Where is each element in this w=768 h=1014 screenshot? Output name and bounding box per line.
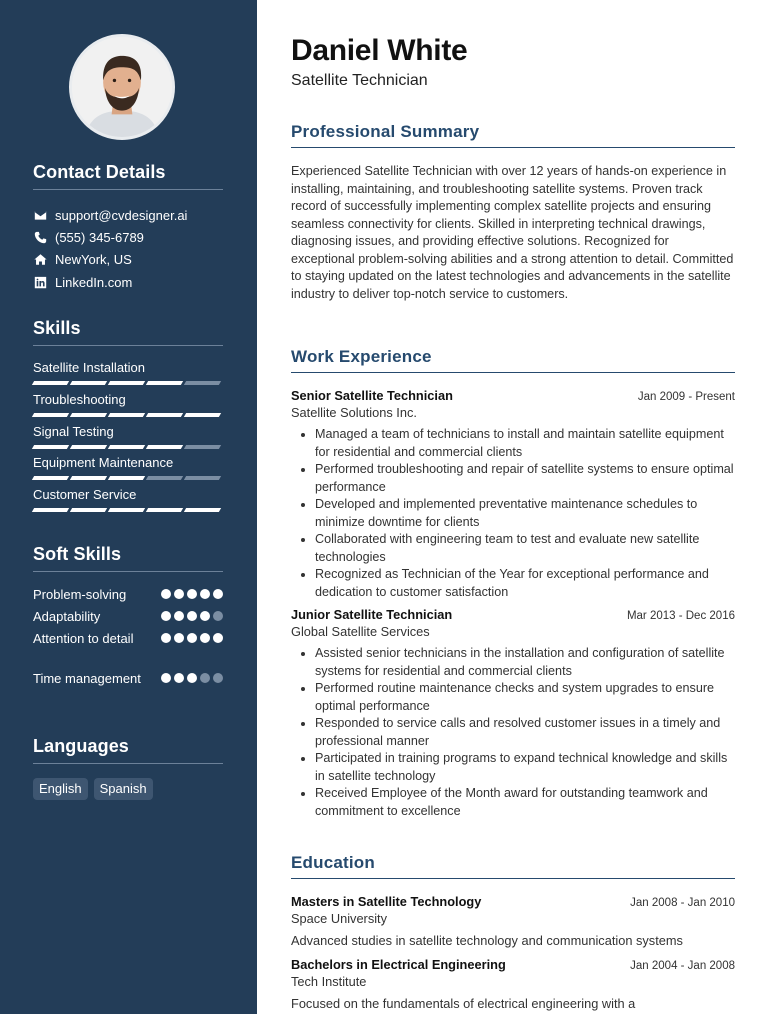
education-school: Space University bbox=[291, 911, 388, 926]
job-bullet: • Recognized as Technician of the Year for exceptional performance and dedication to customer satisfaction bbox=[315, 566, 735, 601]
job-company: Global Satellite Services bbox=[291, 624, 430, 639]
rating-dot bbox=[174, 673, 184, 683]
skill-level-segment bbox=[32, 413, 69, 417]
skill-level-segment bbox=[184, 508, 221, 512]
job-bullet: • Developed and implemented preventative maintenance schedules to minimize downtime for clients bbox=[315, 496, 735, 531]
contact-email[interactable] bbox=[33, 204, 223, 226]
skill-level-segment bbox=[184, 476, 221, 480]
rating-dot bbox=[174, 611, 184, 621]
jobs-list bbox=[291, 388, 735, 820]
rating-dot bbox=[213, 633, 223, 643]
rating-dot bbox=[213, 611, 223, 621]
languages-section bbox=[33, 736, 223, 800]
skill-level-segment bbox=[146, 413, 183, 417]
languages-list bbox=[33, 778, 223, 800]
job-title: Senior Satellite Technician bbox=[291, 388, 453, 403]
contact-phone-text: (555) 345-6789 bbox=[55, 229, 144, 245]
avatar bbox=[69, 34, 175, 140]
job-bullet: • Participated in training programs to expand technical knowledge and skills in satellite technology bbox=[315, 750, 735, 785]
rating-dot bbox=[161, 673, 171, 683]
candidate-title: Satellite Technician bbox=[291, 72, 428, 89]
skills-heading: Skills bbox=[33, 318, 223, 346]
education-degree: Masters in Satellite Technology bbox=[291, 894, 482, 909]
profile-photo bbox=[72, 37, 172, 137]
job-bullet: • Performed routine maintenance checks and system upgrades to ensure optimal performance bbox=[315, 680, 735, 715]
phone-icon bbox=[33, 230, 47, 244]
rating-dot bbox=[187, 611, 197, 621]
rating-dot bbox=[161, 589, 171, 599]
contact-location-text: NewYork, US bbox=[55, 252, 132, 268]
rating-dot bbox=[200, 633, 210, 643]
rating-dot bbox=[200, 673, 210, 683]
contact-location bbox=[33, 249, 223, 271]
skill-item bbox=[33, 487, 223, 519]
skill-level-segment bbox=[32, 476, 69, 480]
job-entry bbox=[291, 607, 735, 820]
soft-skill-rating bbox=[158, 586, 223, 599]
job-bullet: • Received Employee of the Month award for outstanding teamwork and commitment to excellence bbox=[315, 785, 735, 820]
contact-linkedin[interactable] bbox=[33, 271, 223, 293]
skill-level-segment bbox=[70, 445, 107, 449]
skill-level-bar bbox=[33, 445, 223, 449]
skill-level-segment bbox=[70, 476, 107, 480]
contact-phone[interactable] bbox=[33, 226, 223, 248]
skill-level-segment bbox=[146, 381, 183, 385]
soft-skill-name: Time management bbox=[33, 671, 141, 686]
education-list bbox=[291, 894, 735, 1012]
rating-dot bbox=[187, 633, 197, 643]
summary-text: Experienced Satellite Technician with over 12 years of hands-on experience in installing, maintaining, and troubleshooting satellite systems. Proven track record of successfully implementing complex satellite projects and ensuring seamless connectivity for clients. Skilled in interpreting technical drawings, diagnosing issues, and providing effective solutions. Recognized for exceptional problem-solving abilities and a strong attention to detail. Committed to staying updated on the latest technologies and advancements in the satellite industry to deliver top-notch service to customers. bbox=[291, 164, 734, 301]
soft-skills-list bbox=[33, 586, 223, 710]
skill-item bbox=[33, 392, 223, 424]
skill-level-bar bbox=[33, 413, 223, 417]
skill-name: Equipment Maintenance bbox=[33, 455, 174, 471]
skill-level-segment bbox=[32, 381, 69, 385]
skill-level-segment bbox=[184, 413, 221, 417]
soft-skill-rating bbox=[158, 670, 223, 683]
soft-skill-item bbox=[33, 608, 223, 630]
rating-dot bbox=[187, 673, 197, 683]
summary-heading: Professional Summary bbox=[291, 122, 735, 148]
education-dates: Jan 2008 - Jan 2010 bbox=[630, 897, 735, 909]
skill-level-segment bbox=[146, 476, 183, 480]
language-tag: Spanish bbox=[94, 778, 153, 800]
candidate-name: Daniel White bbox=[291, 34, 468, 67]
job-bullet: • Collaborated with engineering team to test and evaluate new satellite technologies bbox=[315, 531, 735, 566]
skill-level-segment bbox=[184, 381, 221, 385]
job-header bbox=[291, 388, 735, 404]
skill-level-segment bbox=[108, 476, 145, 480]
job-bullet: • Managed a team of technicians to install and maintain satellite equipment for residential and commercial clients bbox=[315, 426, 735, 461]
job-bullet: • Performed troubleshooting and repair of satellite systems to ensure optimal performance bbox=[315, 461, 735, 496]
envelope-icon bbox=[33, 208, 47, 222]
soft-skill-item bbox=[33, 586, 223, 608]
rating-dot bbox=[200, 589, 210, 599]
education-description: Advanced studies in satellite technology and communication systems bbox=[291, 933, 683, 948]
experience-section bbox=[291, 347, 735, 820]
rating-dot bbox=[200, 611, 210, 621]
skill-name: Troubleshooting bbox=[33, 391, 126, 407]
linkedin-icon bbox=[33, 275, 47, 289]
skill-name: Satellite Installation bbox=[33, 360, 146, 375]
job-bullets bbox=[291, 426, 735, 601]
skills-list bbox=[33, 360, 223, 519]
rating-dot bbox=[213, 673, 223, 683]
rating-dot bbox=[187, 589, 197, 599]
education-school: Tech Institute bbox=[291, 974, 367, 989]
contact-heading: Contact Details bbox=[33, 162, 223, 190]
skill-name: Signal Testing bbox=[33, 423, 114, 439]
skill-level-segment bbox=[146, 508, 183, 512]
skill-level-segment bbox=[108, 508, 145, 512]
skill-level-bar bbox=[33, 476, 223, 480]
skill-level-segment bbox=[32, 508, 69, 512]
education-entry bbox=[291, 894, 735, 949]
soft-skill-name: Attention to detail bbox=[33, 631, 134, 646]
sidebar bbox=[0, 0, 257, 1014]
contact-list bbox=[33, 204, 223, 293]
skill-level-segment bbox=[108, 381, 145, 385]
experience-heading: Work Experience bbox=[291, 347, 735, 373]
rating-dot bbox=[174, 589, 184, 599]
job-entry bbox=[291, 388, 735, 601]
soft-skills-section bbox=[33, 544, 223, 710]
languages-heading: Languages bbox=[33, 736, 223, 764]
education-section bbox=[291, 853, 735, 1012]
skill-level-segment bbox=[146, 445, 183, 449]
skill-level-segment bbox=[108, 445, 145, 449]
skills-section bbox=[33, 318, 223, 519]
job-title: Junior Satellite Technician bbox=[291, 607, 453, 622]
education-header bbox=[291, 957, 735, 973]
skill-level-segment bbox=[70, 381, 107, 385]
skill-level-segment bbox=[108, 413, 145, 417]
soft-skill-rating bbox=[158, 608, 223, 621]
skill-item bbox=[33, 424, 223, 456]
education-heading: Education bbox=[291, 853, 735, 879]
education-dates: Jan 2004 - Jan 2008 bbox=[630, 960, 735, 972]
soft-skill-item bbox=[33, 670, 223, 710]
skill-name: Customer Service bbox=[33, 487, 137, 503]
education-degree: Bachelors in Electrical Engineering bbox=[291, 957, 506, 972]
rating-dot bbox=[213, 589, 223, 599]
skill-level-segment bbox=[70, 508, 107, 512]
job-company: Satellite Solutions Inc. bbox=[291, 405, 417, 420]
skill-level-segment bbox=[70, 413, 107, 417]
job-bullet: • Assisted senior technicians in the installation and configuration of satellite systems for residential and commercial clients bbox=[315, 645, 735, 680]
contact-linkedin-text: LinkedIn.com bbox=[55, 274, 133, 290]
home-icon bbox=[33, 253, 47, 267]
skill-level-segment bbox=[32, 445, 69, 449]
contact-section bbox=[33, 162, 223, 293]
summary-section bbox=[291, 122, 735, 303]
soft-skill-name: Adaptability bbox=[33, 609, 101, 624]
soft-skill-item bbox=[33, 630, 223, 670]
education-entry bbox=[291, 957, 735, 1012]
skill-level-segment bbox=[184, 445, 221, 449]
job-bullet: • Responded to service calls and resolved customer issues in a timely and professional manner bbox=[315, 715, 735, 750]
skill-level-bar bbox=[33, 381, 223, 385]
education-header bbox=[291, 894, 735, 910]
job-dates: Jan 2009 - Present bbox=[637, 391, 735, 403]
education-description: Focused on the fundamentals of electrical engineering with a bbox=[291, 996, 636, 1011]
job-header bbox=[291, 607, 735, 623]
rating-dot bbox=[161, 633, 171, 643]
job-bullets bbox=[291, 645, 735, 820]
skill-item bbox=[33, 360, 223, 392]
soft-skill-name: Problem-solving bbox=[33, 587, 127, 602]
language-tag: English bbox=[33, 778, 88, 800]
job-dates: Mar 2013 - Dec 2016 bbox=[626, 610, 735, 622]
skill-level-bar bbox=[33, 508, 223, 512]
soft-skills-heading: Soft Skills bbox=[33, 544, 223, 572]
rating-dot bbox=[161, 611, 171, 621]
rating-dot bbox=[174, 633, 184, 643]
contact-email-text: support@cvdesigner.ai bbox=[55, 207, 188, 223]
skill-item bbox=[33, 455, 223, 487]
soft-skill-rating bbox=[158, 630, 223, 643]
